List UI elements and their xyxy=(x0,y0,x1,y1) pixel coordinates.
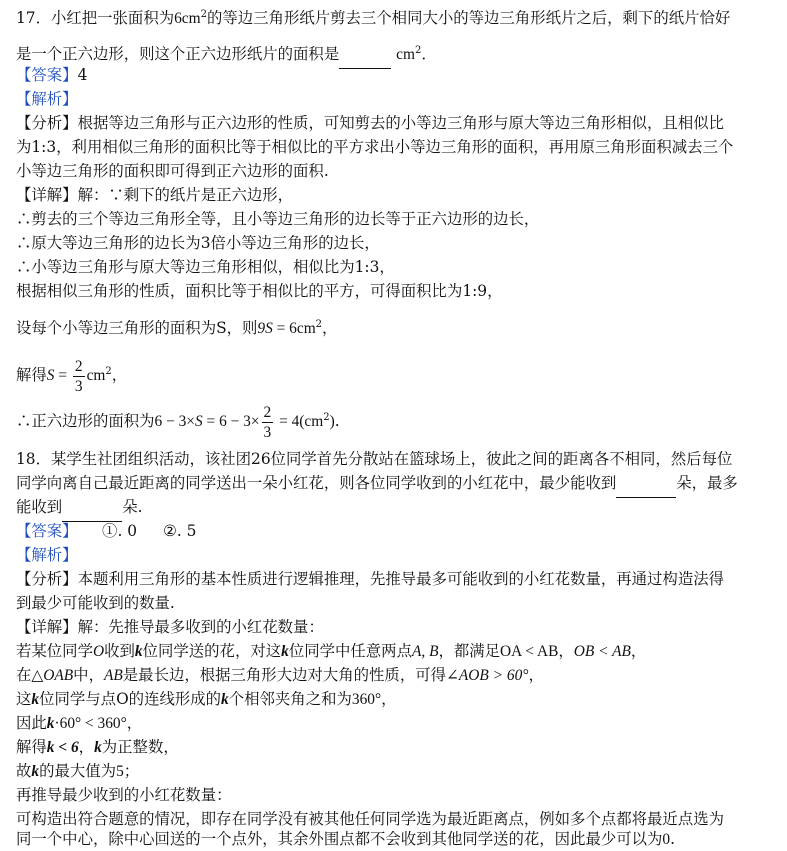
text: 若某位同学 xyxy=(16,642,93,660)
q18-line-3 xyxy=(16,496,773,522)
text: 朵，最多 xyxy=(676,474,738,492)
q18-detail-5 xyxy=(16,712,773,735)
q18-line-1 xyxy=(16,448,773,470)
q17-jiexi xyxy=(16,88,773,110)
math: ·60° < 360° xyxy=(54,715,127,732)
math: 360° xyxy=(351,691,382,708)
math: A, B xyxy=(411,643,439,660)
math: ∠AOB > 60° xyxy=(446,667,529,684)
q17-detail-5 xyxy=(16,280,773,302)
math: AB xyxy=(103,667,123,684)
math: 6cm xyxy=(174,10,201,28)
q17-line-1 xyxy=(16,4,773,30)
text: ∴小等边三角形与原大等边三角形相似，相似比为1:3， xyxy=(16,258,395,276)
q18-detail-3 xyxy=(16,664,773,687)
math: k xyxy=(31,763,40,780)
text: 是最长边，根据三角形大边对大角的性质，可得 xyxy=(122,666,446,684)
text: ∴剪去的三个等边三角形全等，且小等边三角形的边长等于正六边形的边长， xyxy=(16,210,540,228)
answer-value: ②. 5 xyxy=(163,522,197,540)
math: cm xyxy=(86,367,106,385)
math: S xyxy=(194,413,203,431)
math: k xyxy=(94,739,102,756)
q18-detail-8 xyxy=(16,784,773,806)
denominator: 3 xyxy=(263,423,272,441)
fenxi-label: 【分析】 xyxy=(16,114,78,132)
denominator: 3 xyxy=(74,377,83,395)
answer-label: 【答案】 xyxy=(16,66,78,84)
text: 解得 xyxy=(16,366,47,385)
q18-detail-4 xyxy=(16,688,773,711)
text: 到最少可能收到的数量. xyxy=(16,594,175,612)
text: 解得 xyxy=(16,738,47,756)
answer-blank xyxy=(62,499,122,522)
q18-line-2 xyxy=(16,472,773,498)
math: O xyxy=(92,643,105,660)
q17-fenxi-2 xyxy=(16,136,773,158)
fenxi-label: 【分析】 xyxy=(16,570,78,588)
text: 这 xyxy=(16,690,32,708)
text: ，都满足 xyxy=(438,642,501,660)
q17-detail-4 xyxy=(16,256,773,278)
text: 个相邻夹角之和为 xyxy=(228,690,352,708)
text: 因此 xyxy=(16,714,47,732)
text: 是一个正六边形，则这个正六边形纸片的面积是 xyxy=(16,45,340,64)
text: 位同学中任意两点 xyxy=(288,642,412,660)
math: S xyxy=(46,367,55,385)
text: 位同学送的花，对这 xyxy=(142,642,282,660)
text: 在 xyxy=(16,666,32,684)
text: 朵. xyxy=(122,498,143,516)
math: 6 − 3× xyxy=(154,413,195,431)
text: 根据相似三角形的性质，面积比等于相似比的平方，可得面积比为1:9， xyxy=(16,282,503,300)
q18-fenxi-2 xyxy=(16,592,773,614)
text: ， xyxy=(111,366,128,385)
text: 根据等边三角形与正六边形的性质，可知剪去的小等边三角形与原大等边三角形相似，且相似比 xyxy=(77,114,724,132)
math: k xyxy=(134,643,143,660)
text: 能收到 xyxy=(16,498,63,516)
numerator: 2 xyxy=(263,403,272,421)
text: 位同学与点O的连线形成的 xyxy=(39,690,222,708)
text: ， xyxy=(78,738,95,756)
text: ， xyxy=(558,642,574,660)
math: 5 xyxy=(116,763,124,780)
text: 故 xyxy=(16,762,32,780)
math: cm xyxy=(396,46,415,64)
text: ， xyxy=(528,666,544,684)
math: 0 xyxy=(662,831,671,848)
superscript: 2 xyxy=(315,319,323,330)
xiangjie-label: 【详解】 xyxy=(16,618,78,636)
math: k xyxy=(281,643,289,660)
q17-answer xyxy=(16,64,773,86)
text: . xyxy=(334,412,340,431)
text: 可构造出符合题意的情况，即存在同学没有被其他任何同学选为最近距离点，例如多个点都将最近点选为 xyxy=(16,810,724,828)
q18-fenxi-1 xyxy=(16,568,773,590)
text: 小等边三角形的面积即可得到正六边形的面积. xyxy=(16,162,329,180)
superscript: 2 xyxy=(105,366,112,377)
superscript: 2 xyxy=(200,9,207,20)
text: 同一个中心，除中心回送的一个点外，其余外围点都不会收到其他同学送的花，因此最少可以为 xyxy=(16,830,663,848)
text: 同学向离自己最近距离的同学送出一朵小红花，则各位同学收到的小红花中，最少能收到 xyxy=(16,474,617,492)
fraction xyxy=(73,357,85,396)
superscript: 2 xyxy=(323,412,330,423)
text: . xyxy=(670,830,676,848)
q18-answer xyxy=(16,520,773,542)
q18-detail-6 xyxy=(16,736,773,759)
q18-detail-2 xyxy=(16,640,773,663)
text: ， xyxy=(322,319,338,338)
numerator: 2 xyxy=(74,357,83,375)
math: = 4(cm xyxy=(275,413,324,431)
text: 18．某学生社团组织活动，该社团26位同学首先分散站在篮球场上，彼此之间的距离各不相同，然后每位 xyxy=(16,450,733,468)
superscript: 2 xyxy=(414,45,422,56)
xiangjie-label: 【详解】 xyxy=(16,186,78,204)
q17-detail-2 xyxy=(16,208,773,230)
q18-detail-9 xyxy=(16,808,773,830)
text: 解：先推导最多收到的小红花数量： xyxy=(77,618,324,636)
q18-detail-1 xyxy=(16,616,773,638)
text: ∴正六边形的面积为 xyxy=(16,412,155,431)
text: ， xyxy=(126,714,143,732)
q17-detail-7 xyxy=(16,352,773,396)
math: OB < AB xyxy=(573,643,631,660)
math: OA < AB xyxy=(500,643,559,660)
text: 的等边三角形纸片剪去三个相同大小的等边三角形纸片之后，剩下的纸片恰好 xyxy=(206,9,731,28)
text: 本题利用三角形的基本性质进行逻辑推理，先推导最多可能收到的小红花数量，再通过构造法得 xyxy=(77,570,724,588)
math: k xyxy=(221,691,229,708)
text: 为1:3，利用相似三角形的面积比等于相似比的平方求出小等边三角形的面积，再用原三角形面积减去三个 xyxy=(16,138,734,156)
q17-detail-3 xyxy=(16,232,773,254)
q17-fenxi-3 xyxy=(16,160,773,182)
math: 9S xyxy=(257,320,273,338)
jiexi-label: 【解析】 xyxy=(16,90,78,108)
fraction xyxy=(262,403,274,442)
math: △OAB xyxy=(31,667,74,684)
q18-detail-10 xyxy=(16,828,773,851)
q17-detail-1 xyxy=(16,184,773,206)
text: 17．小红把一张面积为 xyxy=(16,9,175,28)
q17-detail-8 xyxy=(16,398,773,442)
text: 中， xyxy=(73,666,104,684)
q18-jiexi xyxy=(16,544,773,566)
text: 的最大值为 xyxy=(39,762,117,780)
q17-detail-6 xyxy=(16,314,773,340)
math: = 6cm xyxy=(272,320,316,338)
answer-label: 【答案】 xyxy=(16,522,78,540)
text: 收到 xyxy=(104,642,135,660)
math: ) xyxy=(329,413,335,431)
answer-value: ①. 0 xyxy=(102,522,138,540)
q17-fenxi-1 xyxy=(16,112,773,134)
answer-blank xyxy=(616,475,676,498)
jiexi-label: 【解析】 xyxy=(16,546,78,564)
text: ； xyxy=(123,762,140,780)
text: 为正整数， xyxy=(101,738,179,756)
math: k xyxy=(31,691,40,708)
answer-value: 4 xyxy=(77,66,88,84)
math: k < 6 xyxy=(46,739,79,756)
text: ， xyxy=(381,690,397,708)
q18-detail-7 xyxy=(16,760,773,783)
text: ． xyxy=(421,45,437,64)
math: = xyxy=(54,367,71,385)
text: ∴原大等边三角形的边长为3倍小等边三角形的边长， xyxy=(16,234,380,252)
math: k xyxy=(46,715,55,732)
text: 再推导最少收到的小红花数量： xyxy=(16,786,232,804)
text: ， xyxy=(630,642,647,660)
text: 设每个小等边三角形的面积为S，则 xyxy=(16,319,258,338)
text: 解：∵剩下的纸片是正六边形， xyxy=(77,186,294,204)
math: = 6 − 3× xyxy=(202,413,260,431)
